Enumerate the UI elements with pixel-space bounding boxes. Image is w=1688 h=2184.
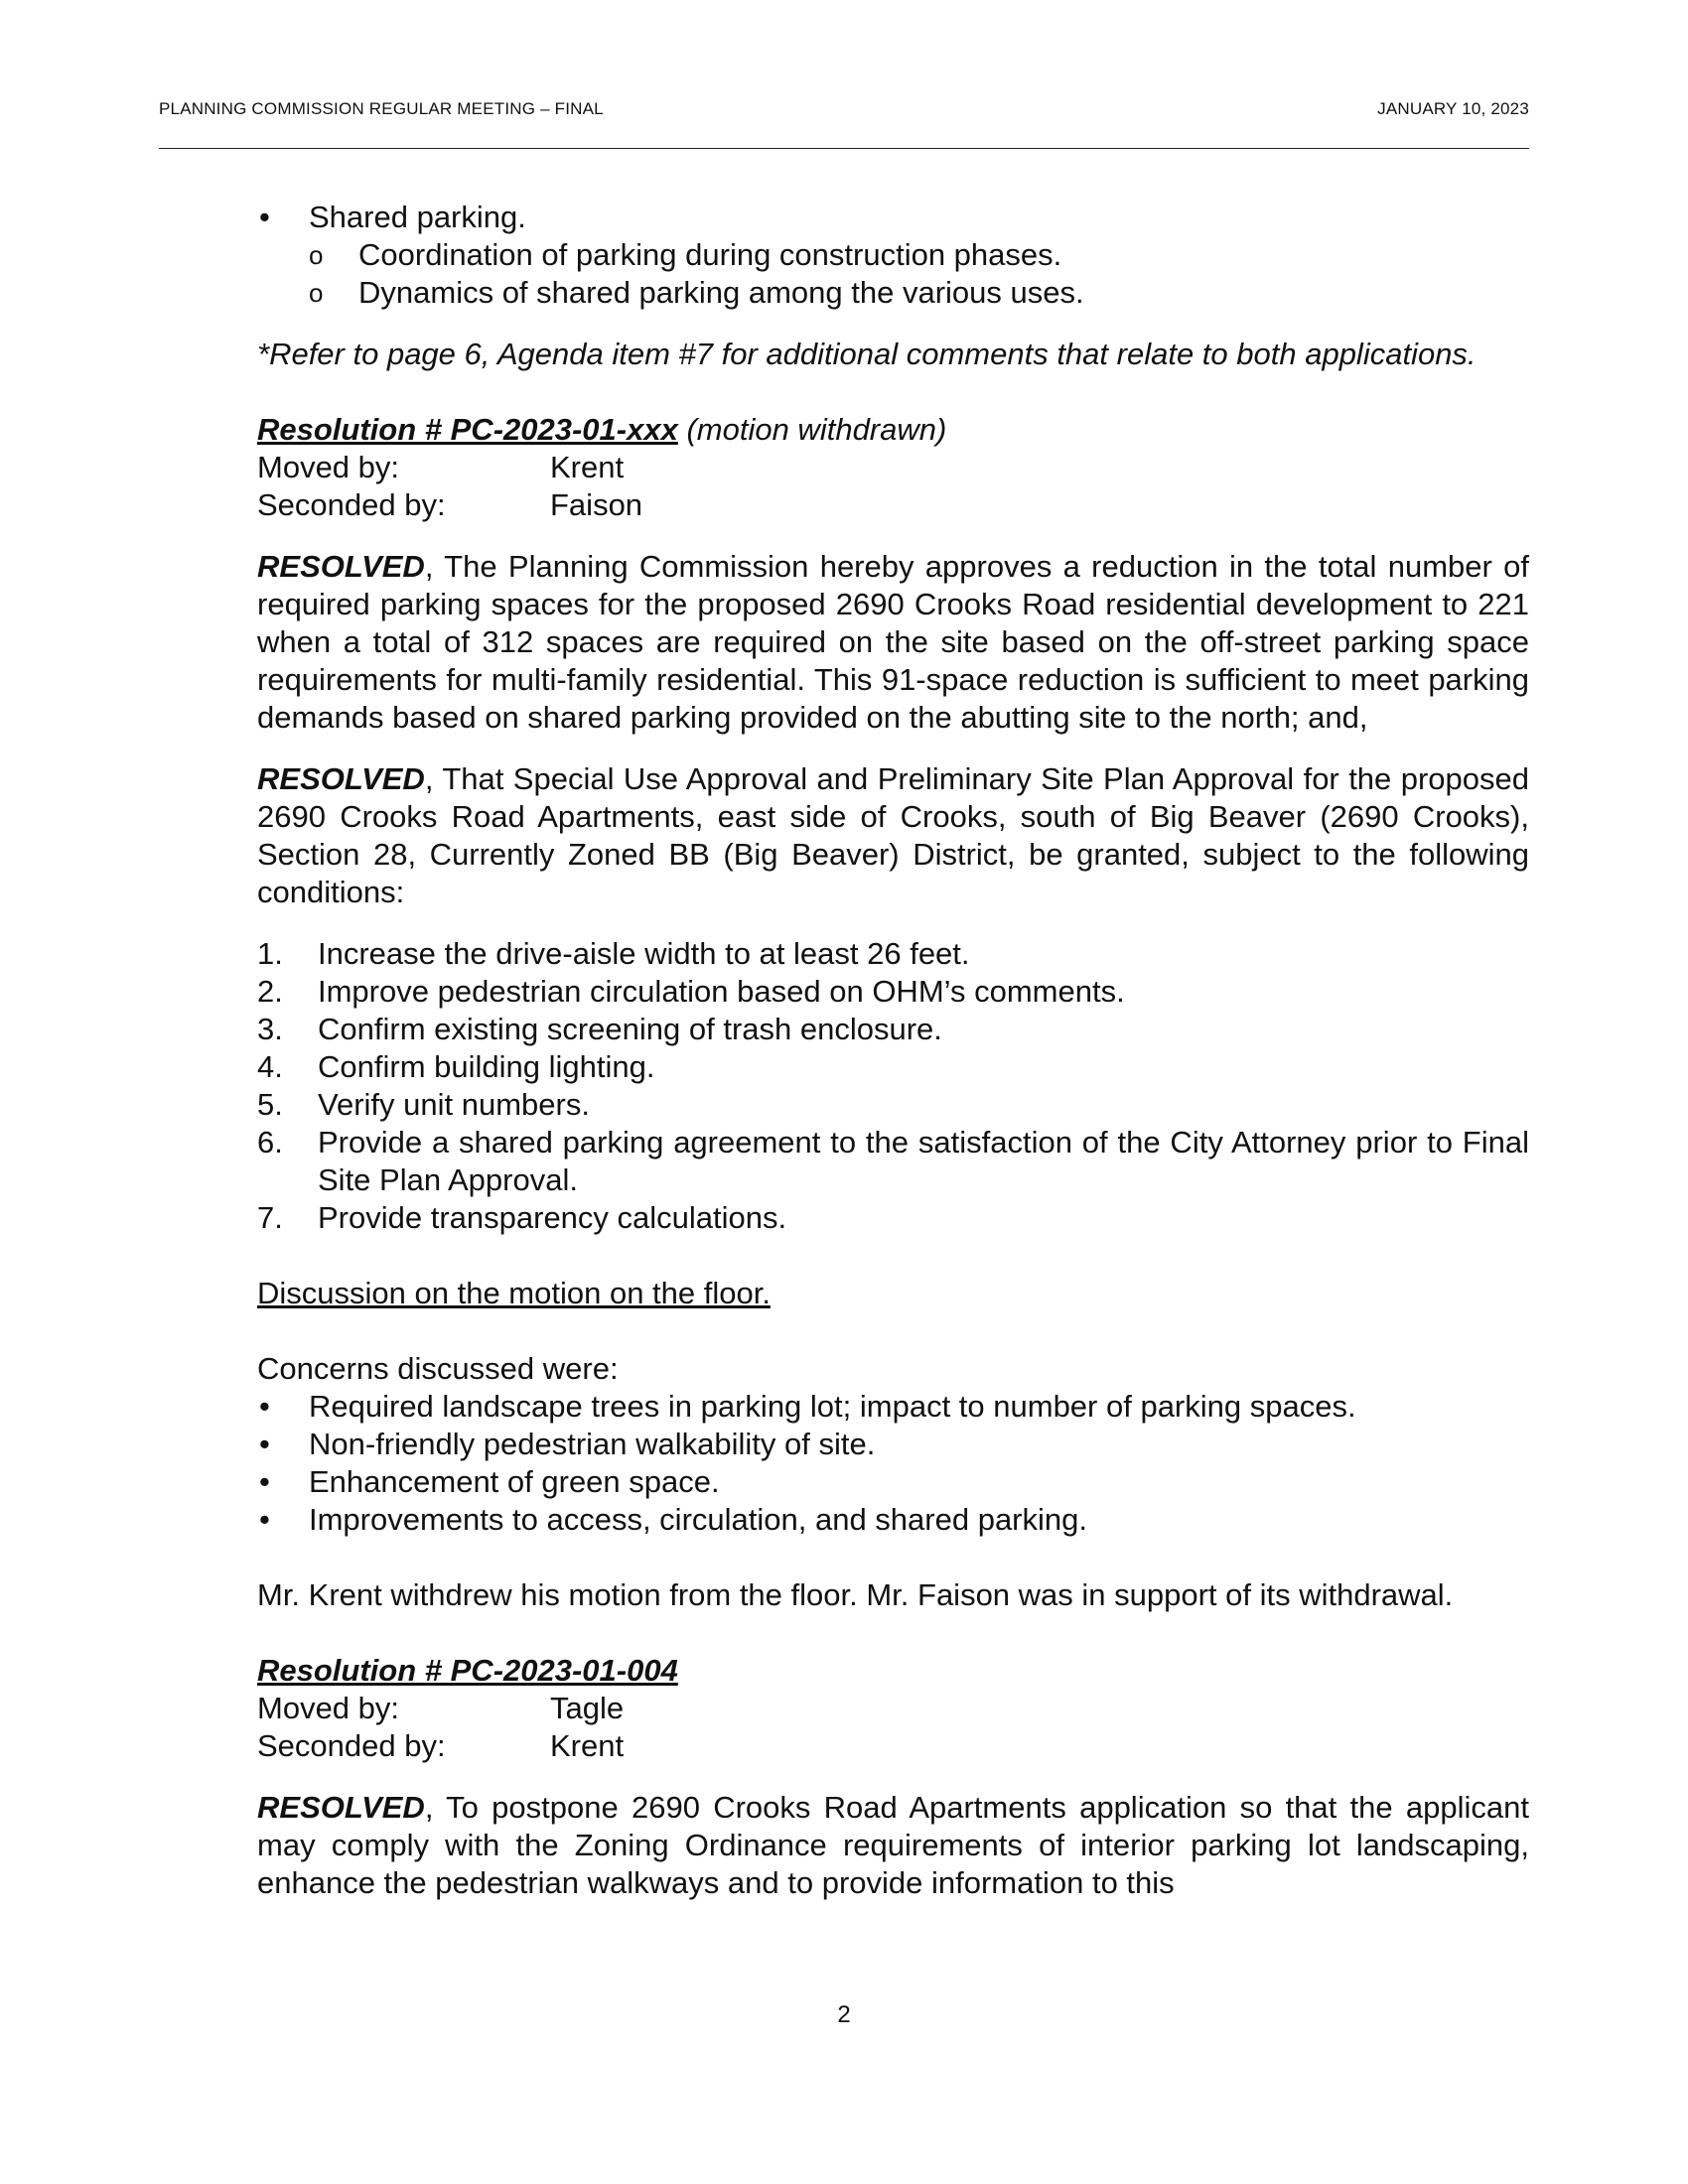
condition-text: Provide a shared parking agreement to the satisfaction of the City Attorney prior to Final Site Plan Approval. [318,1125,1529,1197]
condition-text: Provide transparency calculations. [318,1200,787,1235]
header-rule [159,148,1529,149]
bullet-glyph: • [259,1502,270,1537]
resolved-paragraph [257,1789,1529,1902]
condition-item [257,935,1529,973]
concern-item [257,1426,1529,1463]
resolved-text: , The Planning Commission hereby approves a reduction in the total number of required parking spaces for the proposed 2690 Crooks Road residential development to 221 when a total of 312 spaces are required on the site based on the off-street parking space requirements for multi-family residential. This 91-space reduction is sufficient to meet parking demands based on shared parking provided on the abutting site to the north; and, [257,549,1529,735]
concern-text: Non-friendly pedestrian walkability of site. [309,1427,876,1461]
condition-item [257,1086,1529,1124]
moved-by-value: Tagle [550,1691,625,1725]
concern-text: Enhancement of green space. [309,1464,720,1499]
seconded-by-label: Seconded by: [257,487,446,522]
moved-by-label: Moved by: [257,1691,400,1725]
concern-text: Improvements to access, circulation, and shared parking. [309,1502,1087,1537]
resolved-keyword: RESOLVED [257,1790,425,1825]
resolved-text: , That Special Use Approval and Preliminary Site Plan Approval for the proposed 2690 Crooks Road Apartments, east side of Crooks, south of Big Beaver (2690 Crooks), Section 28, Currently Zoned BB (Big Beaver) District, be granted, subject to the following conditions: [257,761,1529,909]
resolution-title: Resolution # PC-2023-01-004 [257,1653,678,1688]
moved-by-label: Moved by: [257,450,400,484]
condition-number: 2. [257,974,283,1009]
condition-number: 4. [257,1049,283,1084]
concern-item [257,1388,1529,1426]
resolution-title: Resolution # PC-2023-01-xxx [257,412,678,447]
condition-number: 5. [257,1087,283,1122]
sub-bullet-text: Dynamics of shared parking among the various uses. [358,275,1084,310]
condition-item [257,1011,1529,1048]
resolved-paragraph [257,760,1529,911]
withdrawal-statement: Mr. Krent withdrew his motion from the floor. Mr. Faison was in support of its withdrawal. [257,1577,1454,1612]
concerns-intro: Concerns discussed were: [257,1351,619,1386]
condition-text: Confirm existing screening of trash enclosure. [318,1012,942,1046]
condition-item [257,1048,1529,1086]
seconded-by-row [257,1727,1529,1765]
condition-number: 1. [257,936,283,971]
discussion-heading: Discussion on the motion on the floor. [257,1276,771,1310]
header-date: JANUARY 10, 2023 [1377,99,1529,118]
sub-bullet-text: Coordination of parking during construction phases. [358,237,1062,272]
bullet-text: Shared parking. [309,200,526,234]
sub-bullet-glyph: o [309,278,324,308]
condition-item [257,1124,1529,1199]
seconded-by-value: Faison [550,487,643,522]
resolved-keyword: RESOLVED [257,761,425,796]
page-number: 2 [837,2001,851,2028]
condition-item [257,973,1529,1011]
resolution-heading [257,411,1529,449]
resolution-heading [257,1652,1529,1690]
condition-text: Improve pedestrian circulation based on OHM’s comments. [318,974,1125,1009]
bullet-glyph: • [259,200,270,234]
bullet-glyph: • [259,1427,270,1461]
refer-note: *Refer to page 6, Agenda item #7 for additional comments that relate to both applications. [257,337,1477,371]
resolved-paragraph [257,548,1529,737]
concern-text: Required landscape trees in parking lot; impact to number of parking spaces. [309,1389,1356,1424]
sub-bullet-item [257,236,1529,274]
concern-item [257,1463,1529,1501]
moved-by-row [257,1690,1529,1727]
condition-item [257,1199,1529,1237]
condition-text: Confirm building lighting. [318,1049,655,1084]
resolution-note: (motion withdrawn) [686,412,947,447]
resolved-text: , To postpone 2690 Crooks Road Apartments application so that the applicant may comply with the Zoning Ordinance requirements of interior parking lot landscaping, enhance the pedestrian walkways and to provide information to this [257,1790,1529,1900]
seconded-by-value: Krent [550,1728,625,1763]
condition-number: 7. [257,1200,283,1235]
condition-text: Increase the drive-aisle width to at least 26 feet. [318,936,970,971]
moved-by-row [257,449,1529,486]
concern-item [257,1501,1529,1539]
resolved-keyword: RESOLVED [257,549,425,584]
condition-number: 3. [257,1012,283,1046]
sub-bullet-glyph: o [309,240,324,270]
moved-by-value: Krent [550,450,625,484]
seconded-by-label: Seconded by: [257,1728,446,1763]
document-body [257,199,1529,1902]
bullet-glyph: • [259,1389,270,1424]
bullet-glyph: • [259,1464,270,1499]
conditions-list [257,935,1529,1237]
header-meeting-title: PLANNING COMMISSION REGULAR MEETING – FINAL [159,99,604,118]
condition-text: Verify unit numbers. [318,1087,590,1122]
sub-bullet-item [257,274,1529,312]
seconded-by-row [257,486,1529,524]
condition-number: 6. [257,1125,283,1160]
bullet-item [257,199,1529,236]
